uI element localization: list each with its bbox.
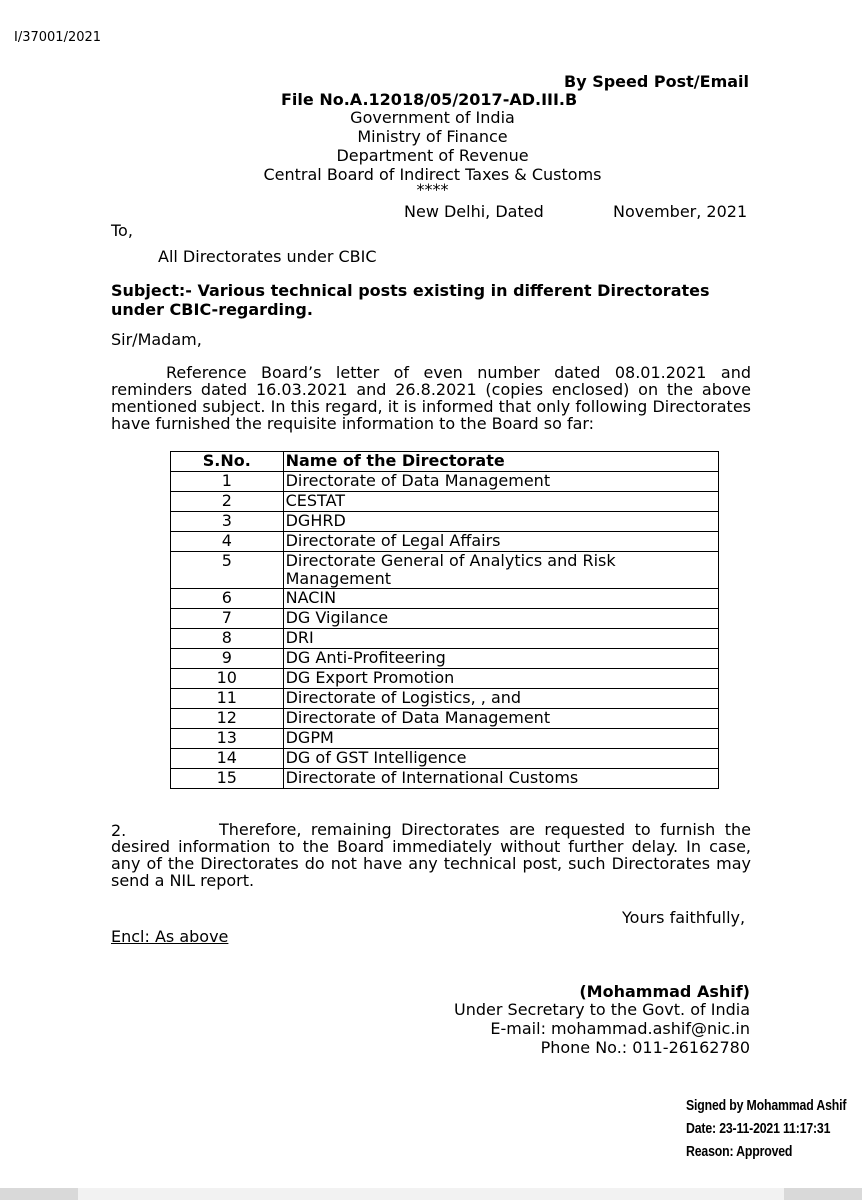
cell-directorate-name: Directorate of Logistics, , and [283,689,718,709]
cell-directorate-name: DG Export Promotion [283,669,718,689]
cell-directorate-name: DG Anti-Profiteering [283,649,718,669]
digital-signature-date: Date: 23-11-2021 11:17:31 [686,1120,831,1137]
table-row [171,709,719,729]
cell-sno: 2 [171,492,284,512]
paragraph-1: Reference Board’s letter of even number dated 08.01.2021 and reminders dated 16.03.2021 and 26.8.2021 (copies enclosed) on the above mentioned subject. In this regard, it is informed that only following Directorates have furnished the requisite information to the Board so far: [111,363,751,433]
paragraph-2: Therefore, remaining Directorates are requested to furnish the desired information to the Board immediately without further delay. In case, any of the Directorates do not have any technical post, such Directorates may send a NIL report. [111,820,751,890]
digital-signature-signed-by: Signed by Mohammad Ashif [686,1097,847,1114]
header-separator: **** [416,180,449,199]
cell-sno: 6 [171,589,284,609]
table-row [171,512,719,532]
table-row [171,552,719,589]
signatory-designation: Under Secretary to the Govt. of India [454,1000,750,1019]
cell-directorate-name: NACIN [283,589,718,609]
table-row [171,689,719,709]
cell-directorate-name: DRI [283,629,718,649]
enclosure: Encl: As above [111,927,229,946]
table-row [171,729,719,749]
cell-directorate-name: Directorate of Data Management [283,709,718,729]
digital-signature-reason: Reason: Approved [686,1143,793,1160]
cell-sno: 8 [171,629,284,649]
dispatch-mode: By Speed Post/Email [564,72,749,91]
header-line-ministry: Ministry of Finance [357,127,508,146]
table-row [171,532,719,552]
table-row [171,472,719,492]
to-label: To, [111,221,133,240]
cell-directorate-name: CESTAT [283,492,718,512]
cell-directorate-name: Directorate of International Customs [283,769,718,789]
cell-sno: 4 [171,532,284,552]
cell-directorate-name: Directorate of Legal Affairs [283,532,718,552]
cell-directorate-name: DGHRD [283,512,718,532]
table-row [171,769,719,789]
cell-sno: 9 [171,649,284,669]
table-row [171,589,719,609]
place-date: New Delhi, Dated [404,202,544,221]
table-row [171,492,719,512]
cell-directorate-name: DG of GST Intelligence [283,749,718,769]
cell-directorate-name: Directorate of Data Management [283,472,718,492]
table-row [171,749,719,769]
month-year: November, 2021 [613,202,748,221]
paragraph-2-number: 2. [111,821,127,840]
table-row [171,609,719,629]
scrollbar-thumb[interactable] [78,1188,784,1200]
cell-sno: 5 [171,552,284,589]
directorates-table [170,451,719,789]
reference-number: I/37001/2021 [14,30,102,45]
cell-directorate-name: DGPM [283,729,718,749]
column-header-sno: S.No. [171,452,284,472]
column-header-directorate: Name of the Directorate [283,452,718,472]
signatory-name: (Mohammad Ashif) [579,982,750,1001]
addressee: All Directorates under CBIC [158,247,377,266]
cell-directorate-name: DG Vigilance [283,609,718,629]
closing: Yours faithfully, [622,908,746,927]
cell-sno: 15 [171,769,284,789]
file-number: File No.A.12018/05/2017-AD.III.B [281,90,578,109]
cell-sno: 13 [171,729,284,749]
cell-directorate-name: Directorate General of Analytics and Risk Management [283,552,718,589]
cell-sno: 3 [171,512,284,532]
cell-sno: 1 [171,472,284,492]
header-line-department: Department of Revenue [336,146,529,165]
signatory-email: E-mail: mohammad.ashif@nic.in [490,1019,750,1038]
cell-sno: 11 [171,689,284,709]
header-line-government: Government of India [350,108,515,127]
cell-sno: 14 [171,749,284,769]
bottom-scrollbar[interactable] [0,1188,862,1200]
cell-sno: 10 [171,669,284,689]
subject-line: Subject:- Various technical posts existing in different Directorates under CBIC-regarding. [111,281,710,319]
table-row [171,669,719,689]
table-row [171,629,719,649]
cell-sno: 12 [171,709,284,729]
cell-sno: 7 [171,609,284,629]
header-line-board: Central Board of Indirect Taxes & Customs [263,165,602,184]
salutation: Sir/Madam, [111,330,202,349]
table-row [171,649,719,669]
table-header-row [171,452,719,472]
signatory-phone: Phone No.: 011-26162780 [540,1038,750,1057]
